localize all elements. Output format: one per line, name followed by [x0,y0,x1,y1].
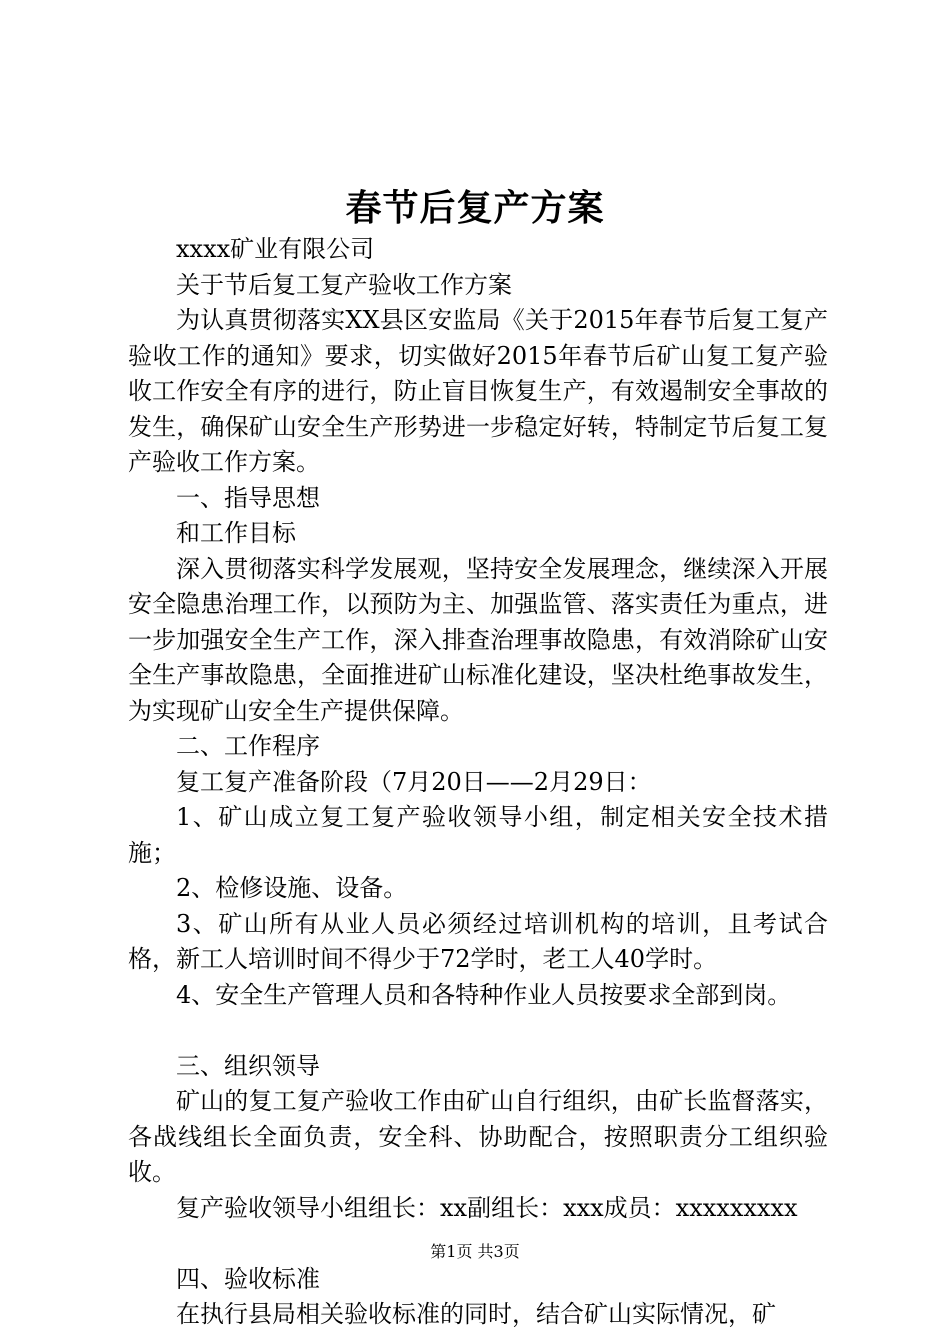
intro-paragraph: 为认真贯彻落实XX县区安监局《关于2015年春节后复工复产验收工作的通知》要求，切实做好2015年春节后矿山复工复产验收工作安全有序的进行，防止盲目恢复生产，有效遏制安全事故的发生，确保矿山安全生产形势进一步稳定好转，特制定节后复工复产验收工作方案。 [128,306,828,476]
section-heading-3: 三、组织领导 [176,1051,320,1080]
list-item-2: 2、检修设施、设备。 [176,874,408,902]
leadership-group-line: 复产验收领导小组组长：xx副组长：xxx成员：xxxxxxxxx [176,1193,798,1222]
company-name: xxxx矿业有限公司 [176,235,375,263]
document-body [128,232,828,1333]
preparation-stage: 复工复产准备阶段（7月20日——2月29日： [176,767,652,796]
section-heading-1-cont: 和工作目标 [176,519,296,547]
list-item-1: 1、矿山成立复工复产验收领导小组，制定相关安全技术措施； [128,803,828,867]
section-heading-2: 二、工作程序 [176,732,320,760]
organization-paragraph: 矿山的复工复产验收工作由矿山自行组织，由矿长监督落实，各战线组长全面负责，安全科、协助配合，按照职责分工组织验收。 [128,1087,828,1186]
list-item-4: 4、安全生产管理人员和各特种作业人员按要求全部到岗。 [176,980,792,1009]
guiding-paragraph: 深入贯彻落实科学发展观，坚持安全发展理念，继续深入开展安全隐患治理工作，以预防为主、加强监管、落实责任为重点，进一步加强安全生产工作，深入排查治理事故隐患，有效消除矿山安全生产事故隐患，全面推进矿山标准化建设，坚决杜绝事故发生，为实现矿山安全生产提供保障。 [128,554,828,725]
blank-line [128,1013,828,1049]
plan-subtitle: 关于节后复工复产验收工作方案 [176,270,512,299]
page-footer: 第1页 共3页 [430,1242,520,1261]
section-heading-1: 一、指导思想 [176,483,320,512]
document-title: 春节后复产方案 [345,187,605,229]
standards-paragraph: 在执行县局相关验收标准的同时，结合矿山实际情况，矿 [176,1300,776,1328]
list-item-3: 3、矿山所有从业人员必须经过培训机构的培训，且考试合格，新工人培训时间不得少于72学时，老工人40学时。 [128,909,828,973]
section-heading-4: 四、验收标准 [176,1264,320,1293]
